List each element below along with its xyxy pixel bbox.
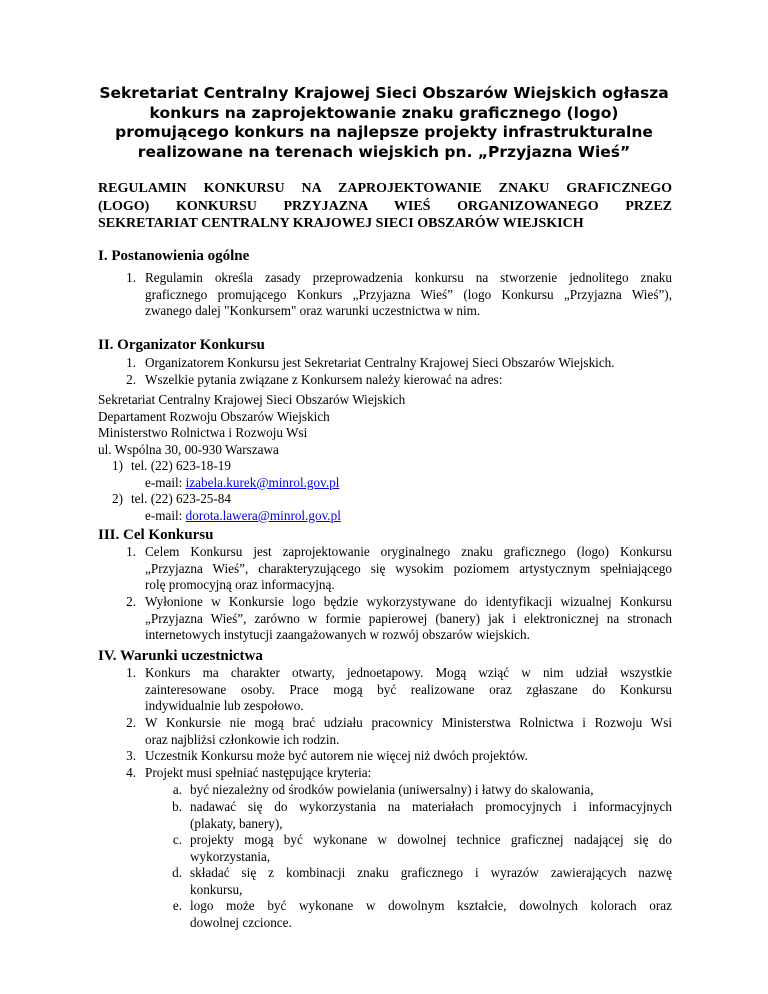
title-line: realizowane na terenach wiejskich pn. „Przyjazna Wieś” [137, 142, 631, 161]
text-line: być niezależny od środków powielania (uniwersalny) i łatwy do skalowania, [190, 782, 594, 797]
sub-list-item [98, 782, 672, 799]
sub-item-letter: d. [172, 865, 182, 880]
list-item [98, 665, 672, 715]
text-line: dowolnej czcionce. [190, 914, 292, 930]
text-line: wykorzystania, [190, 848, 271, 864]
text-line: (plakaty, banery), [190, 815, 283, 831]
list-item [98, 355, 672, 372]
text-line: oraz najbliżsi członkowie ich rodzin. [145, 731, 340, 747]
email-label: e-mail: [145, 474, 183, 490]
regulation-title [98, 180, 672, 233]
item-number: 1. [126, 270, 136, 285]
text-line: projekty mogą być wykonane w dowolnej technice graficznej nadającej się do [190, 832, 672, 847]
list-item [98, 594, 672, 644]
list-item [98, 270, 672, 320]
text-line: „Przyjazna Wieś”, zarówno w formie papierowej (banery) jak i elektronicznej na stronach [145, 610, 672, 626]
address-line: Ministerstwo Rolnictwa i Rozwoju Wsi [98, 425, 308, 440]
text-line: Wyłonione w Konkursie logo będzie wykorzystywane do identyfikacji wizualnej Konkursu [145, 594, 672, 609]
text-line: rolę promocyjną oraz informacyjną. [145, 577, 335, 592]
address-line: ul. Wspólna 30, 00-930 Warszawa [98, 441, 279, 457]
text-line: W Konkursie nie mogą brać udziału pracownicy Ministerstwa Rolnictwa i Rozwoju Wsi [145, 715, 672, 730]
title-line: konkurs na zaprojektowanie znaku graficznego (logo) [149, 103, 619, 122]
item-number: 1. [126, 665, 136, 680]
section-2-heading: II. Organizator Konkursu [98, 337, 265, 353]
text-line: „Przyjazna Wieś”, charakteryzującego się wysokim poziomem artystycznym spełniającego [145, 560, 672, 576]
sub-list-item [98, 799, 672, 832]
text-line: indywidualnie lub zespołowo. [145, 698, 304, 713]
title-line: promującego konkurs na najlepsze projekty infrastrukturalne [115, 123, 653, 141]
text-line: Regulamin określa zasady przeprowadzenia konkursu na stworzenie jednolitego znaku [145, 270, 672, 285]
email-link[interactable]: izabela.kurek@minrol.gov.pl [185, 474, 340, 490]
item-number: 3. [126, 748, 136, 763]
regulation-title-line: REGULAMIN KONKURSU NA ZAPROJEKTOWANIE ZNAKU GRAFICZNEGO [98, 181, 672, 196]
sub-list-item [98, 865, 672, 898]
contact-phone: tel. (22) 623-18-19 [131, 458, 231, 473]
list-item [98, 715, 672, 748]
text-line: Projekt musi spełniać następujące kryteria: [145, 765, 372, 780]
address-line: Departament Rozwoju Obszarów Wiejskich [98, 408, 330, 424]
contact-email-line [131, 508, 631, 525]
section-4-heading: IV. Warunki uczestnictwa [98, 648, 263, 664]
list-item [98, 765, 672, 782]
text-line: Organizatorem Konkursu jest Sekretariat Centralny Krajowej Sieci Obszarów Wiejskich. [145, 355, 615, 370]
text-line: konkursu, [190, 881, 243, 897]
regulation-title-line: (LOGO) KONKURSU PRZYJAZNA WIEŚ ORGANIZOWANEGO PRZEZ [98, 198, 672, 214]
email-link[interactable]: dorota.lawera@minrol.gov.pl [185, 507, 341, 523]
contact-phone: tel. (22) 623-25-84 [131, 491, 231, 506]
text-line: Konkurs ma charakter otwarty, jednoetapowy. Mogą wziąć w nim udział wszystkie [145, 665, 672, 680]
section-1-heading: I. Postanowienia ogólne [98, 248, 250, 264]
list-item [98, 372, 672, 389]
contact-email-line [131, 475, 631, 492]
text-line: Celem Konkursu jest zaprojektowanie oryginalnego znaku graficznego (logo) Konkursu [145, 544, 672, 559]
regulation-title-line: SEKRETARIAT CENTRALNY KRAJOWEJ SIECI OBSZARÓW WIEJSKICH [98, 216, 584, 231]
email-label: e-mail: [145, 507, 183, 523]
text-line: logo może być wykonane w dowolnym kształcie, dowolnych kolorach oraz [190, 898, 672, 913]
text-line: Wszelkie pytania związane z Konkursem należy kierować na adres: [145, 372, 503, 387]
item-number: 2) [112, 491, 123, 506]
text-line: składać się z kombinacji znaku graficznego i wyrazów zawierających nazwę [190, 865, 672, 880]
contact-item [98, 491, 672, 524]
sub-item-letter: a. [172, 782, 182, 797]
item-number: 2. [126, 372, 136, 387]
text-line: nadawać się do wykorzystania na materiałach promocyjnych i informacyjnych [190, 799, 672, 814]
item-number: 2. [126, 715, 136, 730]
section-3-heading: III. Cel Konkursu [98, 527, 214, 543]
item-number: 1. [126, 544, 136, 559]
address-line: Sekretariat Centralny Krajowej Sieci Obszarów Wiejskich [98, 392, 406, 407]
item-number: 1. [126, 355, 136, 370]
text-line: Uczestnik Konkursu może być autorem nie więcej niż dwóch projektów. [145, 748, 528, 763]
sub-list-item [98, 832, 672, 865]
sub-list-item [98, 898, 672, 931]
contact-item [98, 458, 672, 491]
sub-item-letter: c. [172, 832, 182, 847]
sub-item-letter: b. [172, 799, 182, 814]
item-number: 1) [112, 458, 123, 473]
item-text [145, 270, 672, 320]
list-item [98, 748, 672, 765]
announcement-title [80, 84, 688, 162]
title-line: Sekretariat Centralny Krajowej Sieci Obszarów Wiejskich ogłasza [99, 84, 669, 102]
text-line: zwanego dalej "Konkursem" oraz warunki uczestnictwa w nim. [145, 303, 481, 318]
text-line: zainteresowane osoby. Prace mogą być realizowane oraz zgłaszane do Konkursu [145, 681, 672, 697]
list-item [98, 544, 672, 594]
organizer-address [98, 392, 598, 458]
sub-item-letter: e. [172, 898, 182, 913]
text-line: internetowych instytucji zaangażowanych w rozwój obszarów wiejskich. [145, 627, 530, 642]
item-number: 4. [126, 765, 136, 780]
item-number: 2. [126, 594, 136, 609]
text-line: graficznego promującego Konkurs „Przyjazna Wieś” (logo Konkursu „Przyjazna Wieś”), [145, 286, 672, 302]
